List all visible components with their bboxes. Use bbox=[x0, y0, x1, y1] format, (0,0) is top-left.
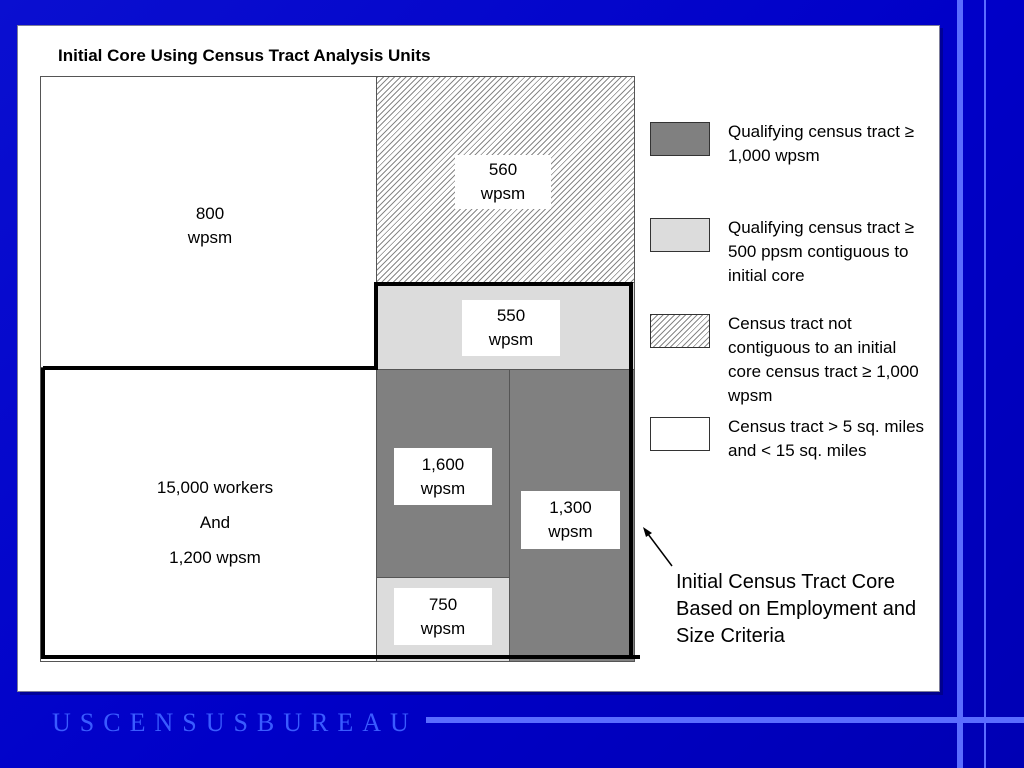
label-800 bbox=[160, 202, 260, 250]
label-560 bbox=[455, 155, 551, 209]
label-1600 bbox=[394, 448, 492, 505]
legend-text-3: Census tract not contiguous to an initial core census tract ≥ 1,000 wpsm bbox=[728, 314, 919, 405]
label-550 bbox=[462, 300, 560, 356]
legend-text-4: Census tract > 5 sq. miles and < 15 sq. miles bbox=[728, 417, 925, 460]
label-750-unit: wpsm bbox=[420, 618, 466, 638]
label-800-unit: wpsm bbox=[187, 228, 233, 247]
label-large-workers: 15,000 workers bbox=[156, 478, 274, 497]
label-1300-value: 1,300 bbox=[549, 498, 592, 517]
legend-swatch-dark bbox=[650, 122, 710, 156]
decor-line-vertical-2 bbox=[984, 0, 986, 768]
label-750 bbox=[394, 588, 492, 645]
legend-swatch-white bbox=[650, 417, 710, 451]
slide-title: Initial Core Using Census Tract Analysis Units bbox=[58, 46, 431, 65]
decor-line-vertical-1 bbox=[957, 0, 963, 768]
legend-text-1: Qualifying census tract ≥ 1,000 wpsm bbox=[728, 122, 915, 165]
label-large-and: And bbox=[199, 513, 231, 532]
label-large-tract bbox=[110, 476, 320, 570]
label-1600-unit: wpsm bbox=[420, 478, 466, 498]
label-1600-value: 1,600 bbox=[421, 454, 465, 474]
label-750-value: 750 bbox=[428, 594, 458, 614]
legend-swatch-hatch bbox=[650, 314, 710, 348]
label-800-value: 800 bbox=[195, 204, 225, 223]
label-large-density: 1,200 wpsm bbox=[169, 548, 261, 567]
label-560-unit: wpsm bbox=[480, 184, 526, 203]
label-1300 bbox=[521, 491, 620, 549]
legend-swatch-light bbox=[650, 218, 710, 252]
decor-line-horizontal bbox=[426, 717, 1024, 723]
label-1300-unit: wpsm bbox=[548, 522, 593, 541]
footer-wordmark: USCENSUSBUREAU bbox=[52, 708, 418, 737]
label-550-value: 550 bbox=[496, 306, 526, 325]
core-annotation: Initial Census Tract Core Based on Employment and Size Criteria bbox=[676, 571, 917, 647]
label-560-value: 560 bbox=[488, 160, 518, 179]
label-550-unit: wpsm bbox=[488, 330, 534, 349]
legend-text-2: Qualifying census tract ≥ 500 ppsm contiguous to initial core bbox=[728, 218, 915, 285]
